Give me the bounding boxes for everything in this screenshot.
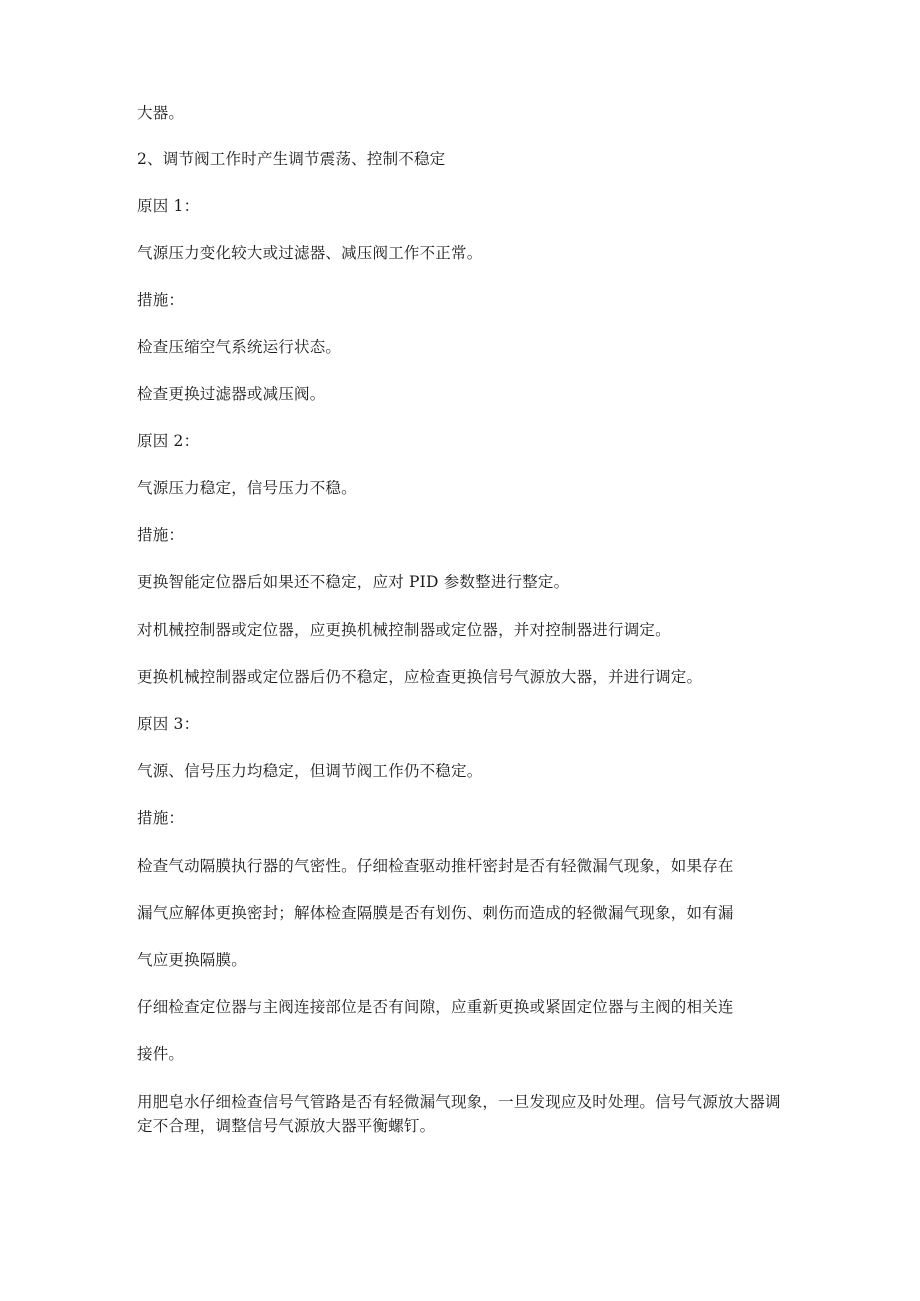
cause-2-text: 气源压力稳定，信号压力不稳。 — [137, 479, 357, 497]
measures-2-label: 措施： — [137, 526, 185, 544]
measure-3-item-2-line-2: 接件。 — [137, 1045, 185, 1063]
section-heading: 2、调节阀工作时产生调节震荡、控制不稳定 — [137, 150, 446, 168]
cause-1-text: 气源压力变化较大或过滤器、减压阀工作不正常。 — [137, 244, 483, 262]
measure-2-item-1: 更换智能定位器后如果还不稳定，应对 PID 参数整进行整定。 — [137, 573, 570, 591]
cause-3-label: 原因 3： — [137, 715, 200, 733]
text-line-continuation: 大器。 — [137, 104, 185, 122]
cause-1-label: 原因 1： — [137, 197, 200, 215]
measure-3-item-1-line-2: 漏气应解体更换密封；解体检查隔膜是否有划伤、刺伤而造成的轻微漏气现象，如有漏 — [137, 904, 734, 922]
measure-3-item-3: 用肥皂水仔细检查信号气管路是否有轻微漏气现象，一旦发现应及时处理。信号气源放大器调定不合理，调整信号气源放大器平衡螺钉。 — [137, 1093, 781, 1135]
measure-3-item-1-line-3: 气应更换隔膜。 — [137, 951, 247, 969]
cause-3-text: 气源、信号压力均稳定，但调节阀工作仍不稳定。 — [137, 762, 483, 780]
measures-1-label: 措施： — [137, 291, 185, 309]
measure-2-item-2: 对机械控制器或定位器，应更换机械控制器或定位器，并对控制器进行调定。 — [137, 621, 671, 639]
measure-1-item-2: 检查更换过滤器或减压阀。 — [137, 385, 326, 403]
measure-3-item-2-line-1: 仔细检查定位器与主阀连接部位是否有间隙，应重新更换或紧固定位器与主阀的相关连 — [137, 998, 734, 1016]
measure-1-item-1: 检查压缩空气系统运行状态。 — [137, 338, 342, 356]
measure-2-item-3: 更换机械控制器或定位器后仍不稳定，应检查更换信号气源放大器，并进行调定。 — [137, 668, 703, 686]
measure-3-item-1-line-1: 检查气动隔膜执行器的气密性。仔细检查驱动推杆密封是否有轻微漏气现象，如果存在 — [137, 857, 734, 875]
measures-3-label: 措施： — [137, 809, 185, 827]
cause-2-label: 原因 2： — [137, 432, 200, 450]
